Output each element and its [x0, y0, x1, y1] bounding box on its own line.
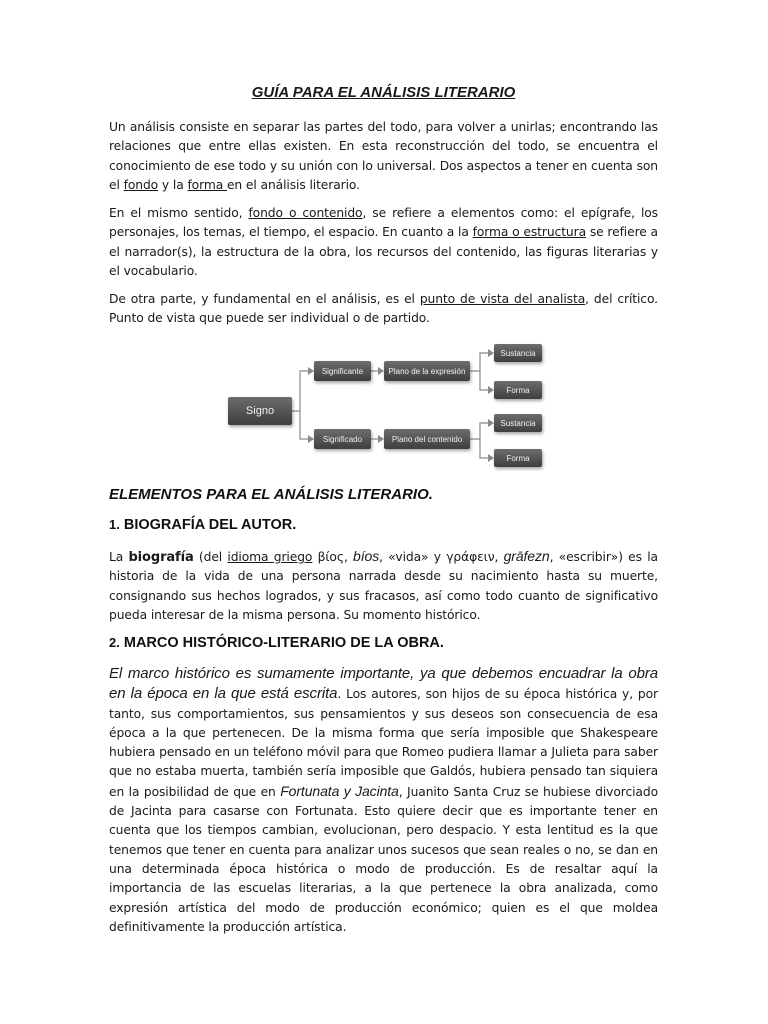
underlined-term-forma: forma [187, 177, 227, 192]
italic-lead-sentence: El marco histórico es sumamente importante, ya que debemos encuadrar la obra en la época en la que está escrita [109, 665, 658, 703]
heading-text: BIOGRAFÍA DEL AUTOR. [119, 517, 297, 533]
text-run: en el análisis literario. [226, 177, 360, 192]
text-run: , «escribir») es la historia de la vida de una persona narrada desde su nacimiento hasta su muerte, consignando sus hechos logrados, y sus fracasos, así como todo cuanto de significativo pueda interesar de la misma persona. Su momento histórico. [109, 550, 658, 622]
node-plano-expresion: Plano de la expresión [384, 361, 470, 381]
text-run: La [109, 550, 129, 564]
text-run: y la [158, 177, 188, 192]
connector-contenido-sustancia [470, 423, 488, 439]
connector-expresion-forma [480, 371, 488, 390]
node-signo: Signo [228, 397, 292, 425]
connector-signo-significado [300, 411, 308, 439]
paragraph-fondo-forma [109, 204, 658, 281]
text-run: , del crítico. Punto de vista que puede ser individual o de partido. [109, 292, 658, 326]
text-run: , Juanito Santa Cruz se hubiese divorciado de Jacinta para casarse con Fortunata. Esto quiere decir que es importante tener en cuenta que los tiempos cambian, evolucionan, pero despacio. Y esta lentitud es la que tenemos que tener en cuenta para analizar unos sucesos que sean reales o no, se dan en una determinada época histórica o modo de producción. Es de resaltar aquí la importancia de las escuelas literarias, a la que pertenece la obra analizada, como expresión artística del modo de producción económico; quien es el que moldea definitivamente la producción artística. [109, 784, 658, 934]
heading-number: 2. [109, 635, 120, 650]
text-run: , «vida» y γράφειν, [379, 550, 504, 564]
text-run: De otra parte, y fundamental en el análisis, es el [109, 292, 420, 306]
bold-term-biografia: biografía [128, 550, 194, 565]
italic-title-fortunata-y-jacinta: Fortunata y Jacinta [280, 782, 399, 799]
connector-signo-significante [292, 371, 308, 411]
document-title: GUÍA PARA EL ANÁLISIS LITERARIO [251, 84, 516, 101]
node-plano-contenido: Plano del contenido [384, 429, 470, 449]
paragraph-punto-de-vista [109, 290, 658, 329]
text-run: βίος, [312, 550, 354, 564]
underlined-term-punto-de-vista: punto de vista del analista [419, 292, 586, 306]
node-forma-expresion: Forma [494, 381, 542, 399]
italic-term-bios: bíos [353, 548, 380, 564]
text-run: En el mismo sentido, [109, 206, 249, 220]
underlined-term-fondo-contenido: fondo o contenido [248, 206, 363, 220]
underlined-term-idioma-griego: idioma griego [227, 550, 313, 564]
paragraph-biografia [109, 547, 658, 625]
heading-biografia [109, 517, 296, 533]
underlined-term-fondo: fondo [123, 177, 159, 192]
italic-term-grafezn: grāfezn [503, 548, 550, 564]
node-forma-contenido: Forma [494, 449, 542, 467]
text-run: (del [193, 550, 228, 564]
text-run: . Los autores, son hijos de su época histórica y, por tanto, sus comportamientos, sus pensamientos y sus deseos son consecuencia de esa época a la que pertenecen. De la misma forma que sería imposible que Shakespeare hubiera pensado en un teléfono móvil para que Romeo pudiera llamar a Julieta para saber que no estaba muerta, también sería imposible que Galdós, hubiera pensado tan siquiera en la posibilidad de que en [109, 687, 658, 799]
text-run: , se refiere a elementos como: el epígrafe, los personajes, los temas, el tiempo, el espacio. En cuanto a la [109, 206, 658, 240]
paragraph-intro [109, 118, 658, 195]
connector-expresion-sustancia [470, 353, 488, 371]
heading-elementos: ELEMENTOS PARA EL ANÁLISIS LITERARIO. [109, 486, 433, 503]
heading-text: MARCO HISTÓRICO-LITERARIO DE LA OBRA. [119, 635, 444, 651]
heading-number: 1. [109, 517, 120, 532]
connector-contenido-forma [480, 439, 488, 458]
signo-diagram [228, 343, 548, 473]
underlined-term-forma-estructura: forma o estructura [472, 225, 586, 240]
text-run: Un análisis consiste en separar las partes del todo, para volver a unirlas; encontrando las relaciones que entre ellas existen. En esta reconstrucción del todo, se encuentra el conocimiento de ese todo y su unión con lo universal. Dos aspectos a tener en cuenta son el [109, 120, 658, 192]
paragraph-marco-historico [109, 664, 658, 937]
heading-marco-historico [109, 635, 444, 651]
node-significado: Significado [314, 429, 371, 449]
node-sustancia-contenido: Sustancia [494, 414, 542, 432]
text-run: se refiere a el narrador(s), la estructura de la obra, los recursos del contenido, las figuras literarias y el vocabulario. [109, 225, 658, 278]
node-sustancia-expresion: Sustancia [494, 344, 542, 362]
node-significante: Significante [314, 361, 371, 381]
